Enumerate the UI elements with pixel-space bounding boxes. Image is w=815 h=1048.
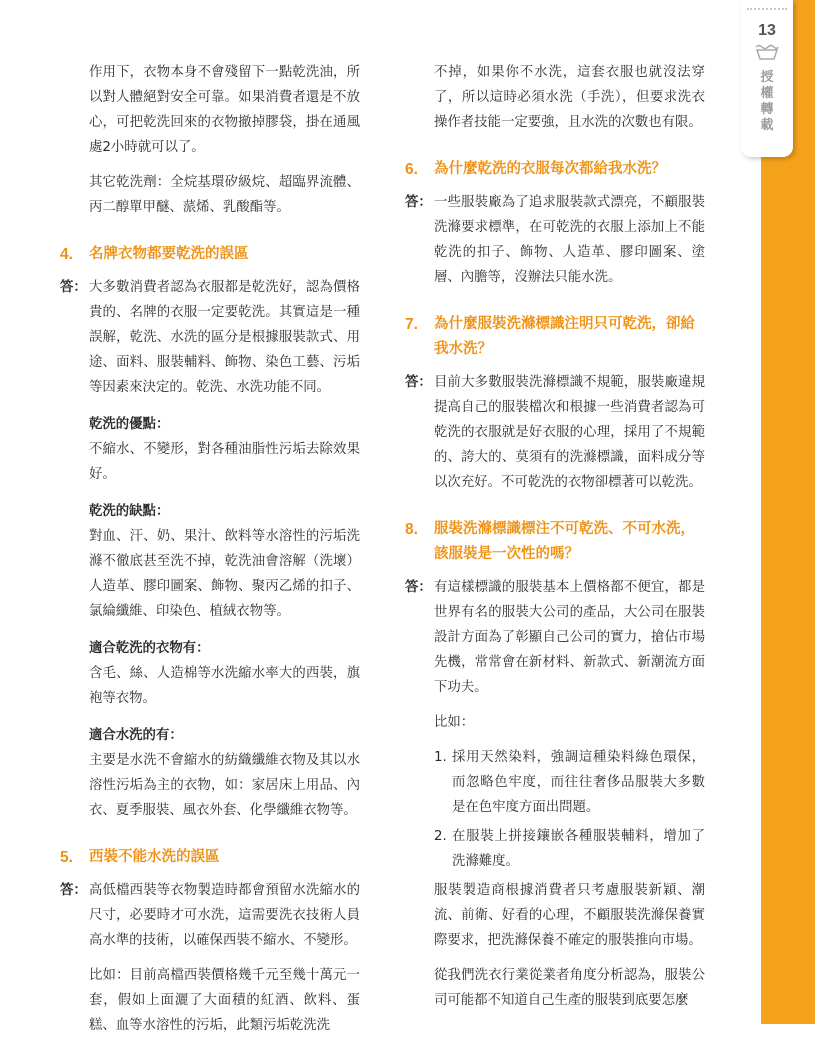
list-number: 2.: [434, 829, 447, 844]
list-item: [434, 824, 705, 874]
paragraph: 比如：目前高檔西裝價格幾千元至幾十萬元一套，假如上面灑了大面積的紅酒、飲料、蛋糕、血等水溶性的污垢，此類污垢乾洗洗: [89, 968, 360, 1033]
section-title: 西裝不能水洗的誤區: [89, 849, 220, 865]
subheading: 適合水洗的有：: [89, 728, 183, 743]
section-number: 6.: [405, 161, 418, 178]
tab-label-char: 權: [760, 86, 774, 101]
wash-basin-icon: [755, 44, 779, 60]
paragraph: 服裝製造商根據消費者只考慮服裝新穎、潮流、前衛、好看的心理，不顧服裝洗滌保養實際要求，把洗滌保養不確定的服裝推向市場。: [434, 883, 705, 948]
section-heading-4: [60, 242, 360, 267]
answer-block: [405, 190, 705, 290]
left-column: [60, 60, 360, 1048]
list-text: 採用天然染料，強調這種染料綠色環保，而忽略色牢度，而往往奢侈品服裝大多數是在色牢度方面出問題。: [452, 750, 705, 815]
answer-text: 高低檔西裝等衣物製造時都會預留水洗縮水的尺寸，必要時才可水洗，這需要洗衣技術人員高水準的技術，以確保西裝不縮水、不變形。: [89, 883, 360, 948]
section-number: 8.: [405, 521, 418, 538]
answer-label: 答：: [60, 280, 87, 295]
paragraph: 其它乾洗劑：全烷基環矽級烷、超臨界流體、丙二醇單甲醚、蒎烯、乳酸酯等。: [89, 175, 360, 215]
answer-block: [405, 370, 705, 495]
section-title: 為什麼服裝洗滌標識注明只可乾洗，卻給我水洗？: [434, 316, 695, 357]
list-item: [434, 745, 705, 820]
answer-block: [60, 275, 360, 400]
answer-text: 一些服裝廠為了追求服裝款式漂亮，不顧服裝洗滌要求標準，在可乾洗的衣服上添加上不能乾洗的扣子、飾物、人造革、膠印圖案、塗層、內膽等，沒辦法只能水洗。: [434, 195, 705, 285]
section-title: 為什麼乾洗的衣服每次都給我水洗？: [434, 161, 666, 177]
tab-label: [741, 70, 793, 134]
answer-label: 答：: [405, 580, 432, 595]
paragraph: 不掉，如果你不水洗，這套衣服也就沒法穿了，所以這時必須水洗（手洗），但要求洗衣操作者技能一定要強，且水洗的次數也有限。: [434, 65, 705, 130]
section-title: 服裝洗滌標識標注不可乾洗、不可水洗，該服裝是一次性的嗎？: [434, 521, 695, 562]
paragraph: 比如：: [434, 715, 475, 730]
page-tab: [741, 0, 793, 157]
answer-text: 有這樣標識的服裝基本上價格都不便宜，都是世界有名的服裝大公司的產品，大公司在服裝設計方面為了彰顯自己公司的實力，搶佔市場先機，常常會在新材料、新款式、新潮流方面下功夫。: [434, 580, 705, 695]
tab-label-char: 轉: [760, 102, 774, 117]
section-heading-6: [405, 157, 705, 182]
section-number: 7.: [405, 316, 418, 333]
subheading-text: 主要是水洗不會縮水的紡織纖維衣物及其以水溶性污垢為主的衣物，如：家居床上用品、內衣、夏季服裝、風衣外套、化學纖維衣物等。: [89, 753, 360, 818]
answer-text: 大多數消費者認為衣服都是乾洗好，認為價格貴的、名牌的衣服一定要乾洗。其實這是一種誤解，乾洗、水洗的區分是根據服裝款式、用途、面料、服裝輔料、飾物、染色工藝、污垢等因素來決定的。乾洗、水洗功能不同。: [89, 280, 360, 395]
list-number: 1.: [434, 750, 447, 765]
list-text: 在服裝上拼接鑲嵌各種服裝輔料，增加了洗滌難度。: [452, 829, 705, 869]
subheading: 適合乾洗的衣物有：: [89, 641, 210, 656]
section-heading-5: [60, 845, 360, 870]
answer-block: [405, 575, 705, 700]
section-number: 5.: [60, 849, 73, 866]
section-heading-7: [405, 312, 705, 362]
paragraph: 作用下，衣物本身不會殘留下一點乾洗油，所以對人體絕對安全可靠。如果消費者還是不放心，可把乾洗回來的衣物撤掉膠袋，掛在通風處2小時就可以了。: [89, 65, 360, 155]
subheading-text: 不縮水、不變形，對各種油脂性污垢去除效果好。: [89, 442, 360, 482]
subheading: 乾洗的缺點：: [89, 504, 170, 519]
section-heading-8: [405, 517, 705, 567]
answer-label: 答：: [405, 375, 432, 390]
tab-label-char: 載: [760, 118, 774, 133]
subheading-text: 含毛、絲、人造棉等水洗縮水率大的西裝，旗袍等衣物。: [89, 666, 360, 706]
answer-text: 目前大多數服裝洗滌標識不規範，服裝廠違規提高自己的服裝檔次和根據一些消費者認為可乾洗的衣服就是好衣服的心理，採用了不規範的、誇大的、莫須有的洗滌標識，面料成分等以次充好。不可乾洗的衣物卻標著可以乾洗。: [434, 375, 705, 490]
answer-label: 答：: [405, 195, 432, 210]
paragraph: 從我們洗衣行業從業者角度分析認為，服裝公司可能都不知道自己生產的服裝到底要怎麼: [434, 968, 705, 1008]
right-column: [405, 60, 705, 1023]
answer-block: [60, 878, 360, 953]
section-title: 名牌衣物都要乾洗的誤區: [89, 246, 249, 262]
page-number: 13: [758, 22, 776, 39]
subheading-text: 對血、汗、奶、果汁、飲料等水溶性的污垢洗滌不徹底甚至洗不掉，乾洗油會溶解（洗壞）人造革、膠印圖案、飾物、聚丙乙烯的扣子、氯綸纖維、印染色、植絨衣物等。: [89, 529, 360, 619]
answer-label: 答：: [60, 883, 87, 898]
section-number: 4.: [60, 246, 73, 263]
tab-dotted-line: [747, 8, 787, 10]
tab-label-char: 授: [760, 70, 774, 85]
subheading: 乾洗的優點：: [89, 417, 170, 432]
